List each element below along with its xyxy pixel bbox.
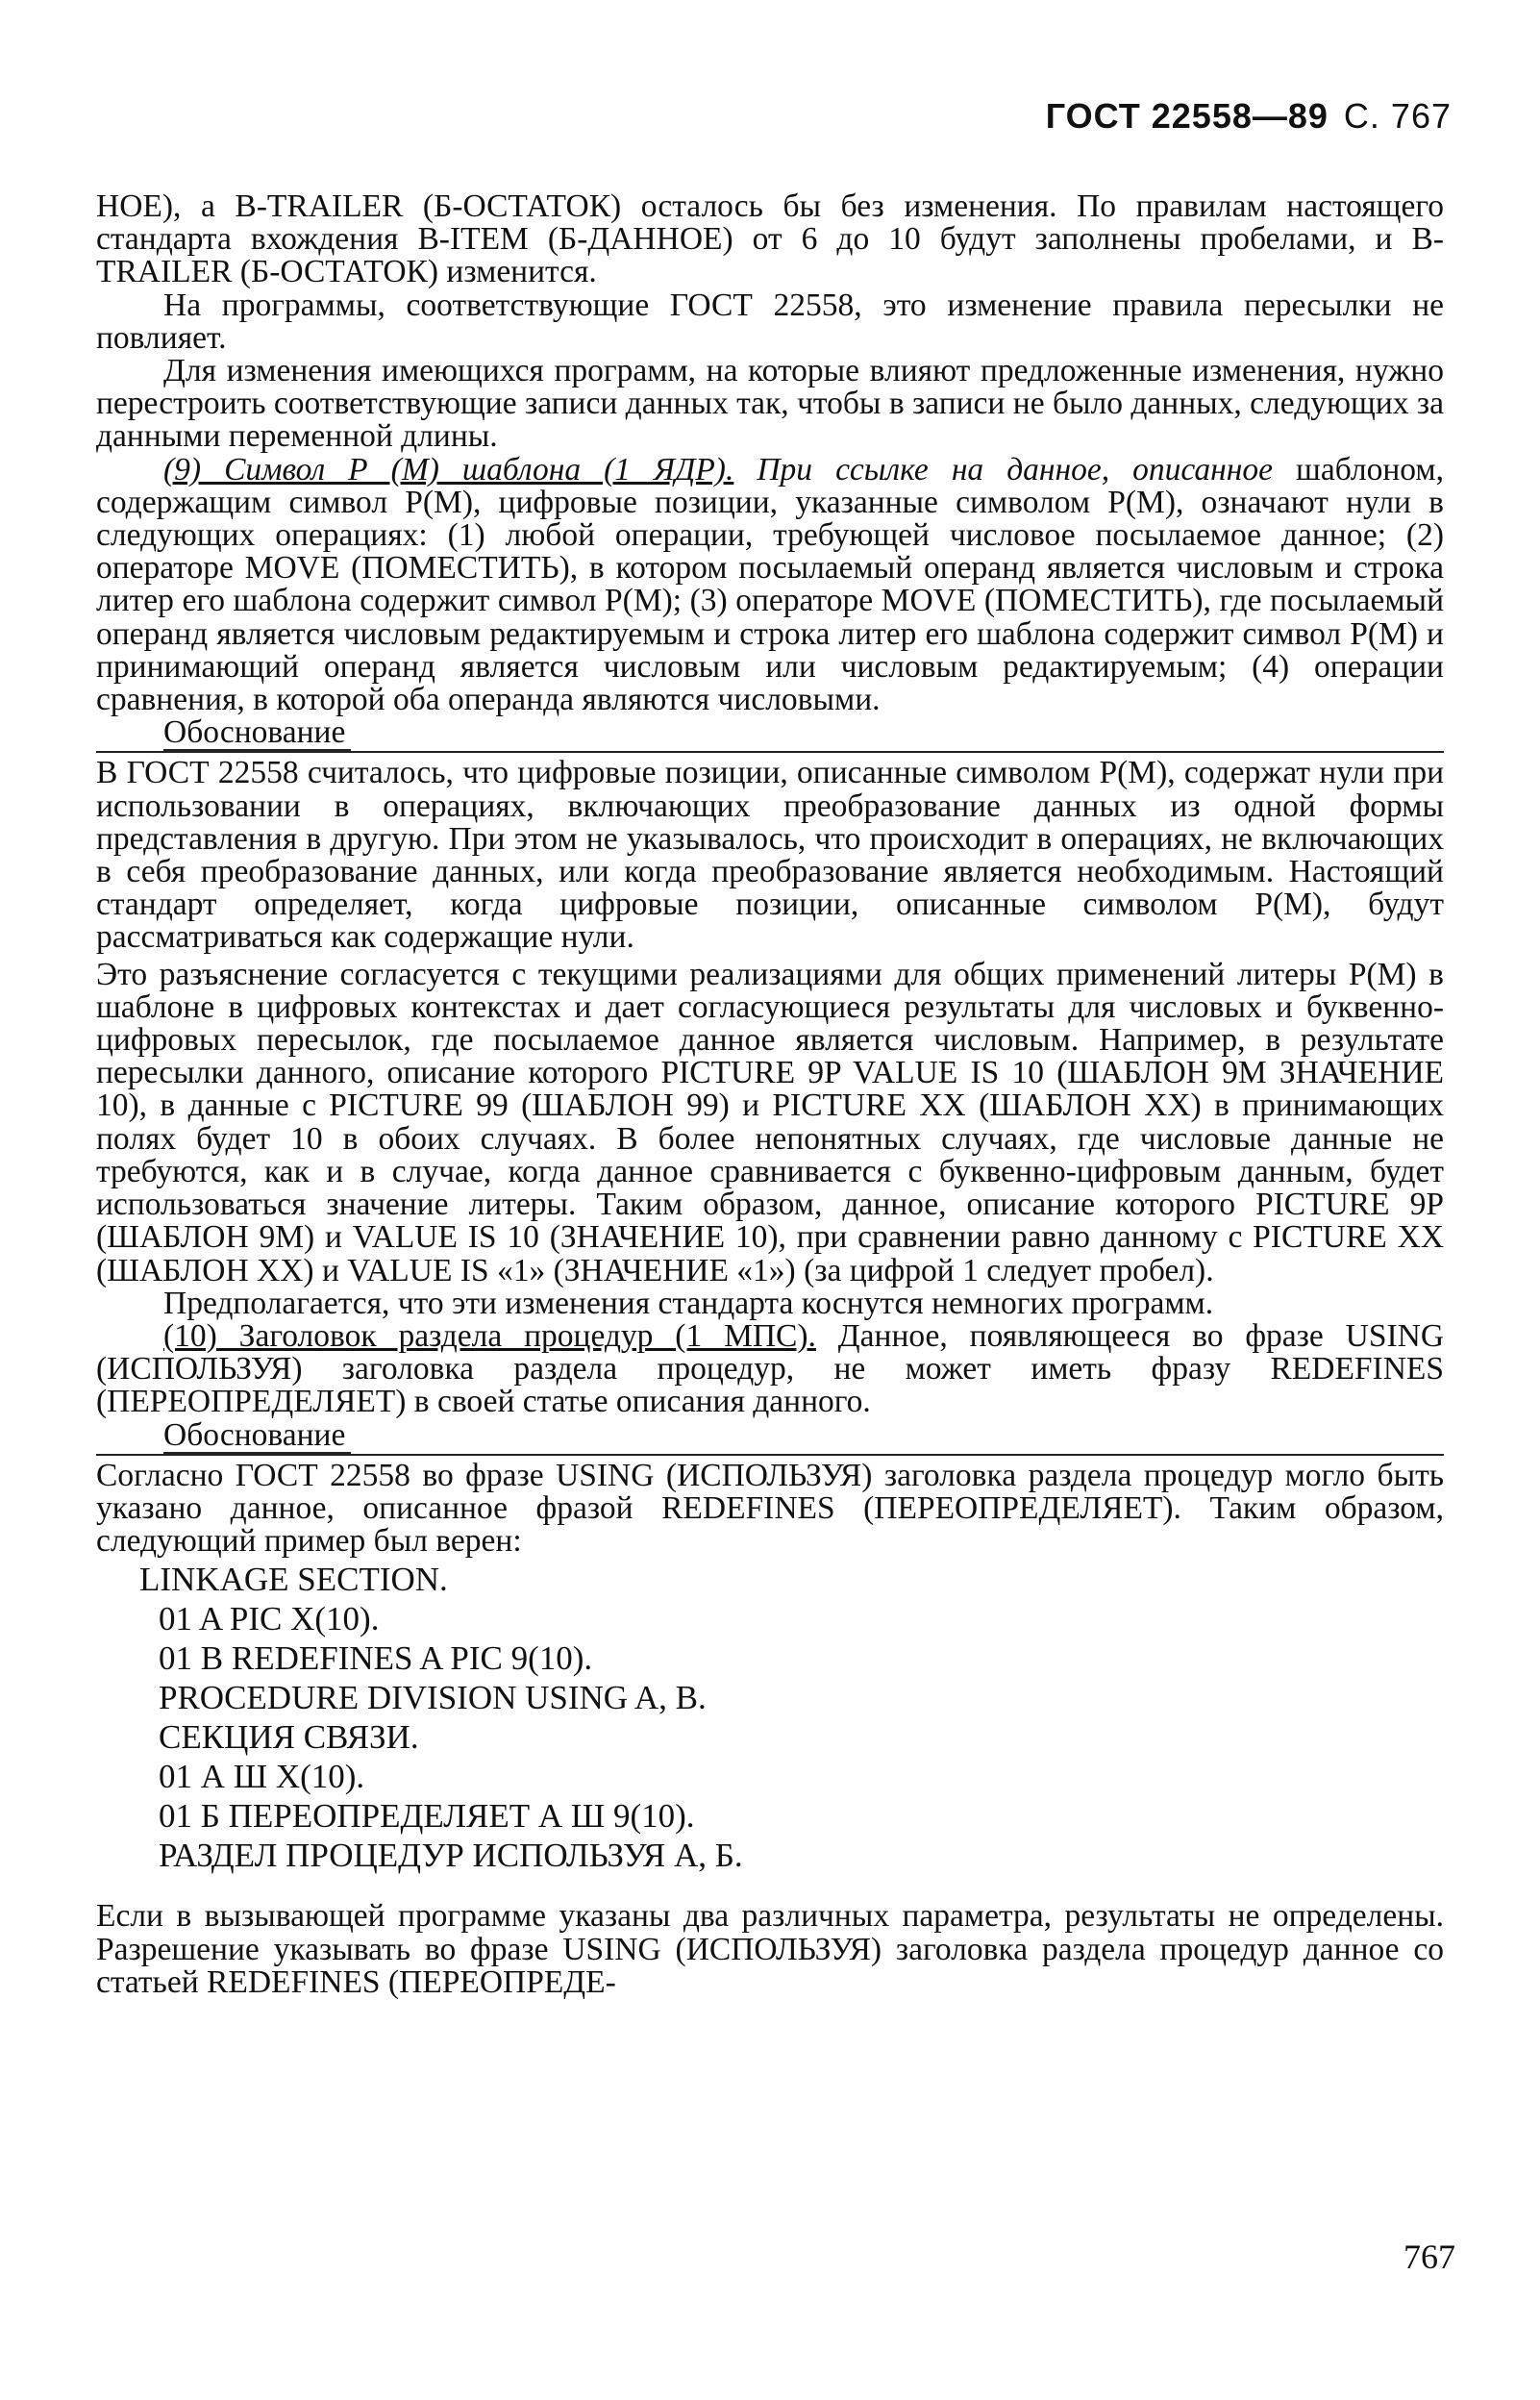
paragraph-1: НОЕ), а B-TRAILER (Б-ОСТАТОК) осталось бы без изменения. По правилам настоящего стандарта вхождения B-ITEM (Б-ДАННОЕ) от 6 до 10 будут заполнены пробелами, и B-TRAILER (Б-ОСТАТОК) изменится. xyxy=(96,188,1444,290)
paragraph-5: В ГОСТ 22558 считалось, что цифровые позиции, описанные символом Р(М), содержат нули при использовании в операциях, включающих преобразование данных из одной формы представления в другую. При этом не указывалось, что происходит в операциях, не включающих в себя преобразование данных, или когда преобразование является необходимым. Настоящий стандарт определяет, когда цифровые позиции, описанные символом Р(М), будут рассматриваться как содержащие нули. xyxy=(96,755,1444,956)
paragraph-9: Согласно ГОСТ 22558 во фразе USING (ИСПОЛЬЗУЯ) заголовка раздела процедур могло быть указано данное, описанное фразой REDEFINES (ПЕРЕОПРЕДЕЛЯЕТ). Таким образом, следующий пример был верен: xyxy=(96,1457,1444,1560)
rationale-block-2 xyxy=(96,1454,1444,1559)
code-line: РАЗДЕЛ ПРОЦЕДУР ИСПОЛЬЗУЯ А, Б. xyxy=(159,1837,743,1875)
code-line: СЕКЦИЯ СВЯЗИ. xyxy=(159,1718,419,1757)
code-line: LINKAGE SECTION. xyxy=(139,1561,448,1599)
paragraph-8 xyxy=(96,1317,1445,1420)
code-line: 01 А Ш Х(10). xyxy=(159,1758,365,1796)
code-line: 01 A PIC X(10). xyxy=(159,1600,380,1638)
page-number: 767 xyxy=(1403,2238,1455,2276)
item-9-lead: При ссылке на данное, описанное xyxy=(733,451,1274,488)
paragraph-6: Это разъяснение согласуется с текущими реализациями для общих применений литеры Р(М) в шаблоне в цифровых контекстах и дает согласующиеся результаты для числовых и буквенно-цифровых пересылок, где посылаемое данное является числовым. Например, в результате пересылки данного, описание которого PICTURE 9P VALUE IS 10 (ШАБЛОН 9М ЗНАЧЕНИЕ 10), в данные с PICTURE 99 (ШАБЛОН 99) и PICTURE XX (ШАБЛОН XX) в принимающих полях будет 10 в обоих случаях. В более непонятных случаях, где числовые данные не требуются, как и в случае, когда данное сравнивается с буквенно-цифровым данным, будет использоваться значение литеры. Таким образом, данное, описание которого PICTURE 9P (ШАБЛОН 9М) и VALUE IS 10 (ЗНАЧЕНИЕ 10), при сравнении равно данному с PICTURE XX (ШАБЛОН XX) и VALUE IS «1» (ЗНАЧЕНИЕ «1») (за цифрой 1 следует пробел). xyxy=(96,956,1444,1288)
item-10-heading: (10) Заголовок раздела процедур (1 МПС). xyxy=(163,1317,816,1354)
rationale-heading-1: Обоснование xyxy=(163,716,351,751)
item-9-heading: (9) Символ Р (М) шаблона (1 ЯДР). xyxy=(163,451,734,488)
item-9-body: шаблоном, содержащим символ Р(М), цифровые позиции, указанные символом Р(М), означают нули в следующих операциях: (1) любой операции, требующей числовое посылаемое данное; (2) операторе MOVE (ПОМЕСТИТЬ), в котором посылаемый операнд является числовым и строка литер его шаблона содержит символ Р(М); (3) операторе MOVE (ПОМЕСТИТЬ), где посылаемый операнд является числовым редактируемым и строка литер его шаблона содержит символ Р(М) и принимающий операнд является числовым или числовым редактируемым; (4) операции сравнения, в которой оба операнда являются числовыми. xyxy=(96,451,1444,718)
code-example xyxy=(139,1560,1444,1875)
paragraph-3: Для изменения имеющихся программ, на которые влияют предложенные изменения, нужно перестроить соответствующие записи данных так, чтобы в записи не было данных, следующих за данными переменной длины. xyxy=(96,353,1444,455)
paragraph-7: Предполагается, что эти изменения стандарта коснутся немногих программ. xyxy=(163,1285,1214,1321)
code-line: 01 B REDEFINES A PIC 9(10). xyxy=(159,1639,593,1678)
code-line: 01 Б ПЕРЕОПРЕДЕЛЯЕТ А Ш 9(10). xyxy=(159,1797,695,1836)
paragraph-2: На программы, соответствующие ГОСТ 22558, это изменение правила пересылки не повлияет. xyxy=(96,287,1444,356)
item-10-body: Данное, появляющееся во фразе USING (ИСПОЛЬЗУЯ) заголовка раздела процедур, не может иметь фразу REDEFINES (ПЕРЕОПРЕДЕЛЯЕТ) в своей статье описания данного. xyxy=(96,1317,1445,1420)
header-page-number: С. 767 xyxy=(1343,96,1452,136)
running-header xyxy=(1046,96,1452,137)
rationale-block-1 xyxy=(96,751,1444,1319)
paragraph-10: Если в вызывающей программе указаны два различных параметра, результаты не определены. Разрешение указывать во фразе USING (ИСПОЛЬЗУЯ) заголовка раздела процедур данное со статьей REDEFINES (ПЕРЕОПРЕДЕ- xyxy=(96,1898,1444,2000)
body-text xyxy=(96,190,1444,1999)
paragraph-4 xyxy=(96,451,1444,718)
code-line: PROCEDURE DIVISION USING A, B. xyxy=(159,1679,707,1717)
rationale-heading-2: Обоснование xyxy=(163,1419,351,1454)
standard-title: ГОСТ 22558—89 xyxy=(1045,96,1329,136)
